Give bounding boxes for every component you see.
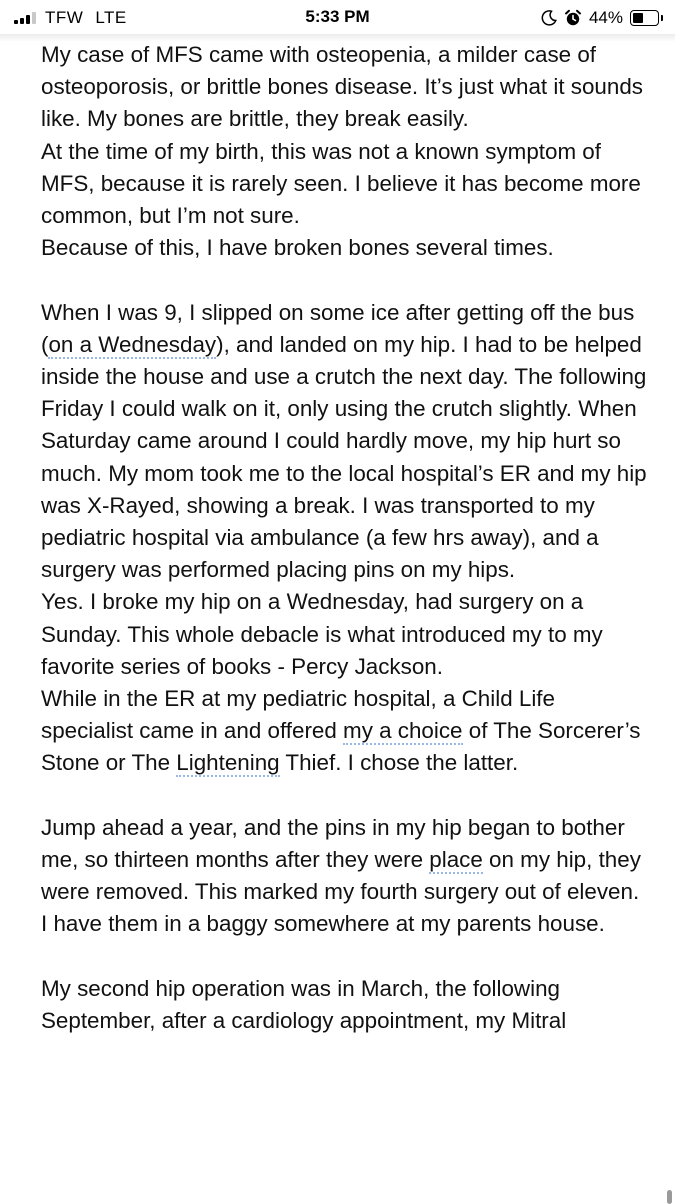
- status-bar: [0, 0, 675, 36]
- document-body[interactable]: [41, 39, 653, 1200]
- spellcheck-underline[interactable]: my a choice: [343, 718, 463, 744]
- moon-icon: [541, 10, 557, 26]
- paragraph-osteopenia: My case of MFS came with osteopenia, a milder case of osteoporosis, or brittle bones disease. It’s just what it sounds like. My bones are brittle, they break easily.: [41, 42, 643, 132]
- paragraph-baggy: I have them in a baggy somewhere at my parents house.: [41, 911, 605, 937]
- spellcheck-underline[interactable]: Lightening: [176, 750, 280, 776]
- battery-fill: [633, 13, 643, 23]
- battery-percent: 44%: [588, 8, 623, 27]
- spellcheck-underline[interactable]: on a Wednesday: [48, 331, 217, 357]
- alarm-clock-icon: [564, 9, 582, 27]
- paragraph-second-hip: My second hip operation was in March, the following September, after a cardiology appointment, my Mitral: [41, 975, 567, 1034]
- paragraph-birth: At the time of my birth, this was not a known symptom of MFS, because it is rarely seen. I believe it has become more common, but I’m not sure.: [41, 138, 641, 229]
- scrollbar[interactable]: [667, 1190, 672, 1204]
- network-type: LTE: [95, 8, 127, 27]
- spellcheck-underline[interactable]: place: [429, 847, 483, 873]
- status-right: [541, 6, 659, 30]
- carrier-name: TFW: [45, 8, 84, 27]
- paragraph-hip-fracture: When I was 9, I slipped on some ice after getting off the bus (on a Wednesday), and landed on my hip. I had to be helped inside the house and use a crutch the next day. The following Friday I could walk on it, only using the crutch slightly. When Saturday came around I could hardly move, my hip hurt so much. My mom took me to the local hospital’s ER and my hip was X-Rayed, showing a break. I was transported to my pediatric hospital via ambulance (a few hrs away), and a surgery was performed placing pins on my hips.: [41, 299, 647, 583]
- paragraph-child-life: While in the ER at my pediatric hospital, a Child Life specialist came in and offered my a choice of The Sorcerer’s Stone or The Lightening Thief. I chose the latter.: [41, 686, 641, 776]
- battery-icon: [630, 10, 659, 26]
- status-time: 5:33 PM: [305, 7, 370, 26]
- paragraph-surgery-sunday: Yes. I broke my hip on a Wednesday, had surgery on a Sunday. This whole debacle is what introduced my to my favorite series of books - Percy Jackson.: [41, 589, 603, 679]
- paragraph-pins-removed: Jump ahead a year, and the pins in my hip began to bother me, so thirteen months after they were place on my hip, they were removed. This marked my fourth surgery out of eleven.: [41, 814, 641, 905]
- paragraph-broken-bones: Because of this, I have broken bones several times.: [41, 235, 554, 261]
